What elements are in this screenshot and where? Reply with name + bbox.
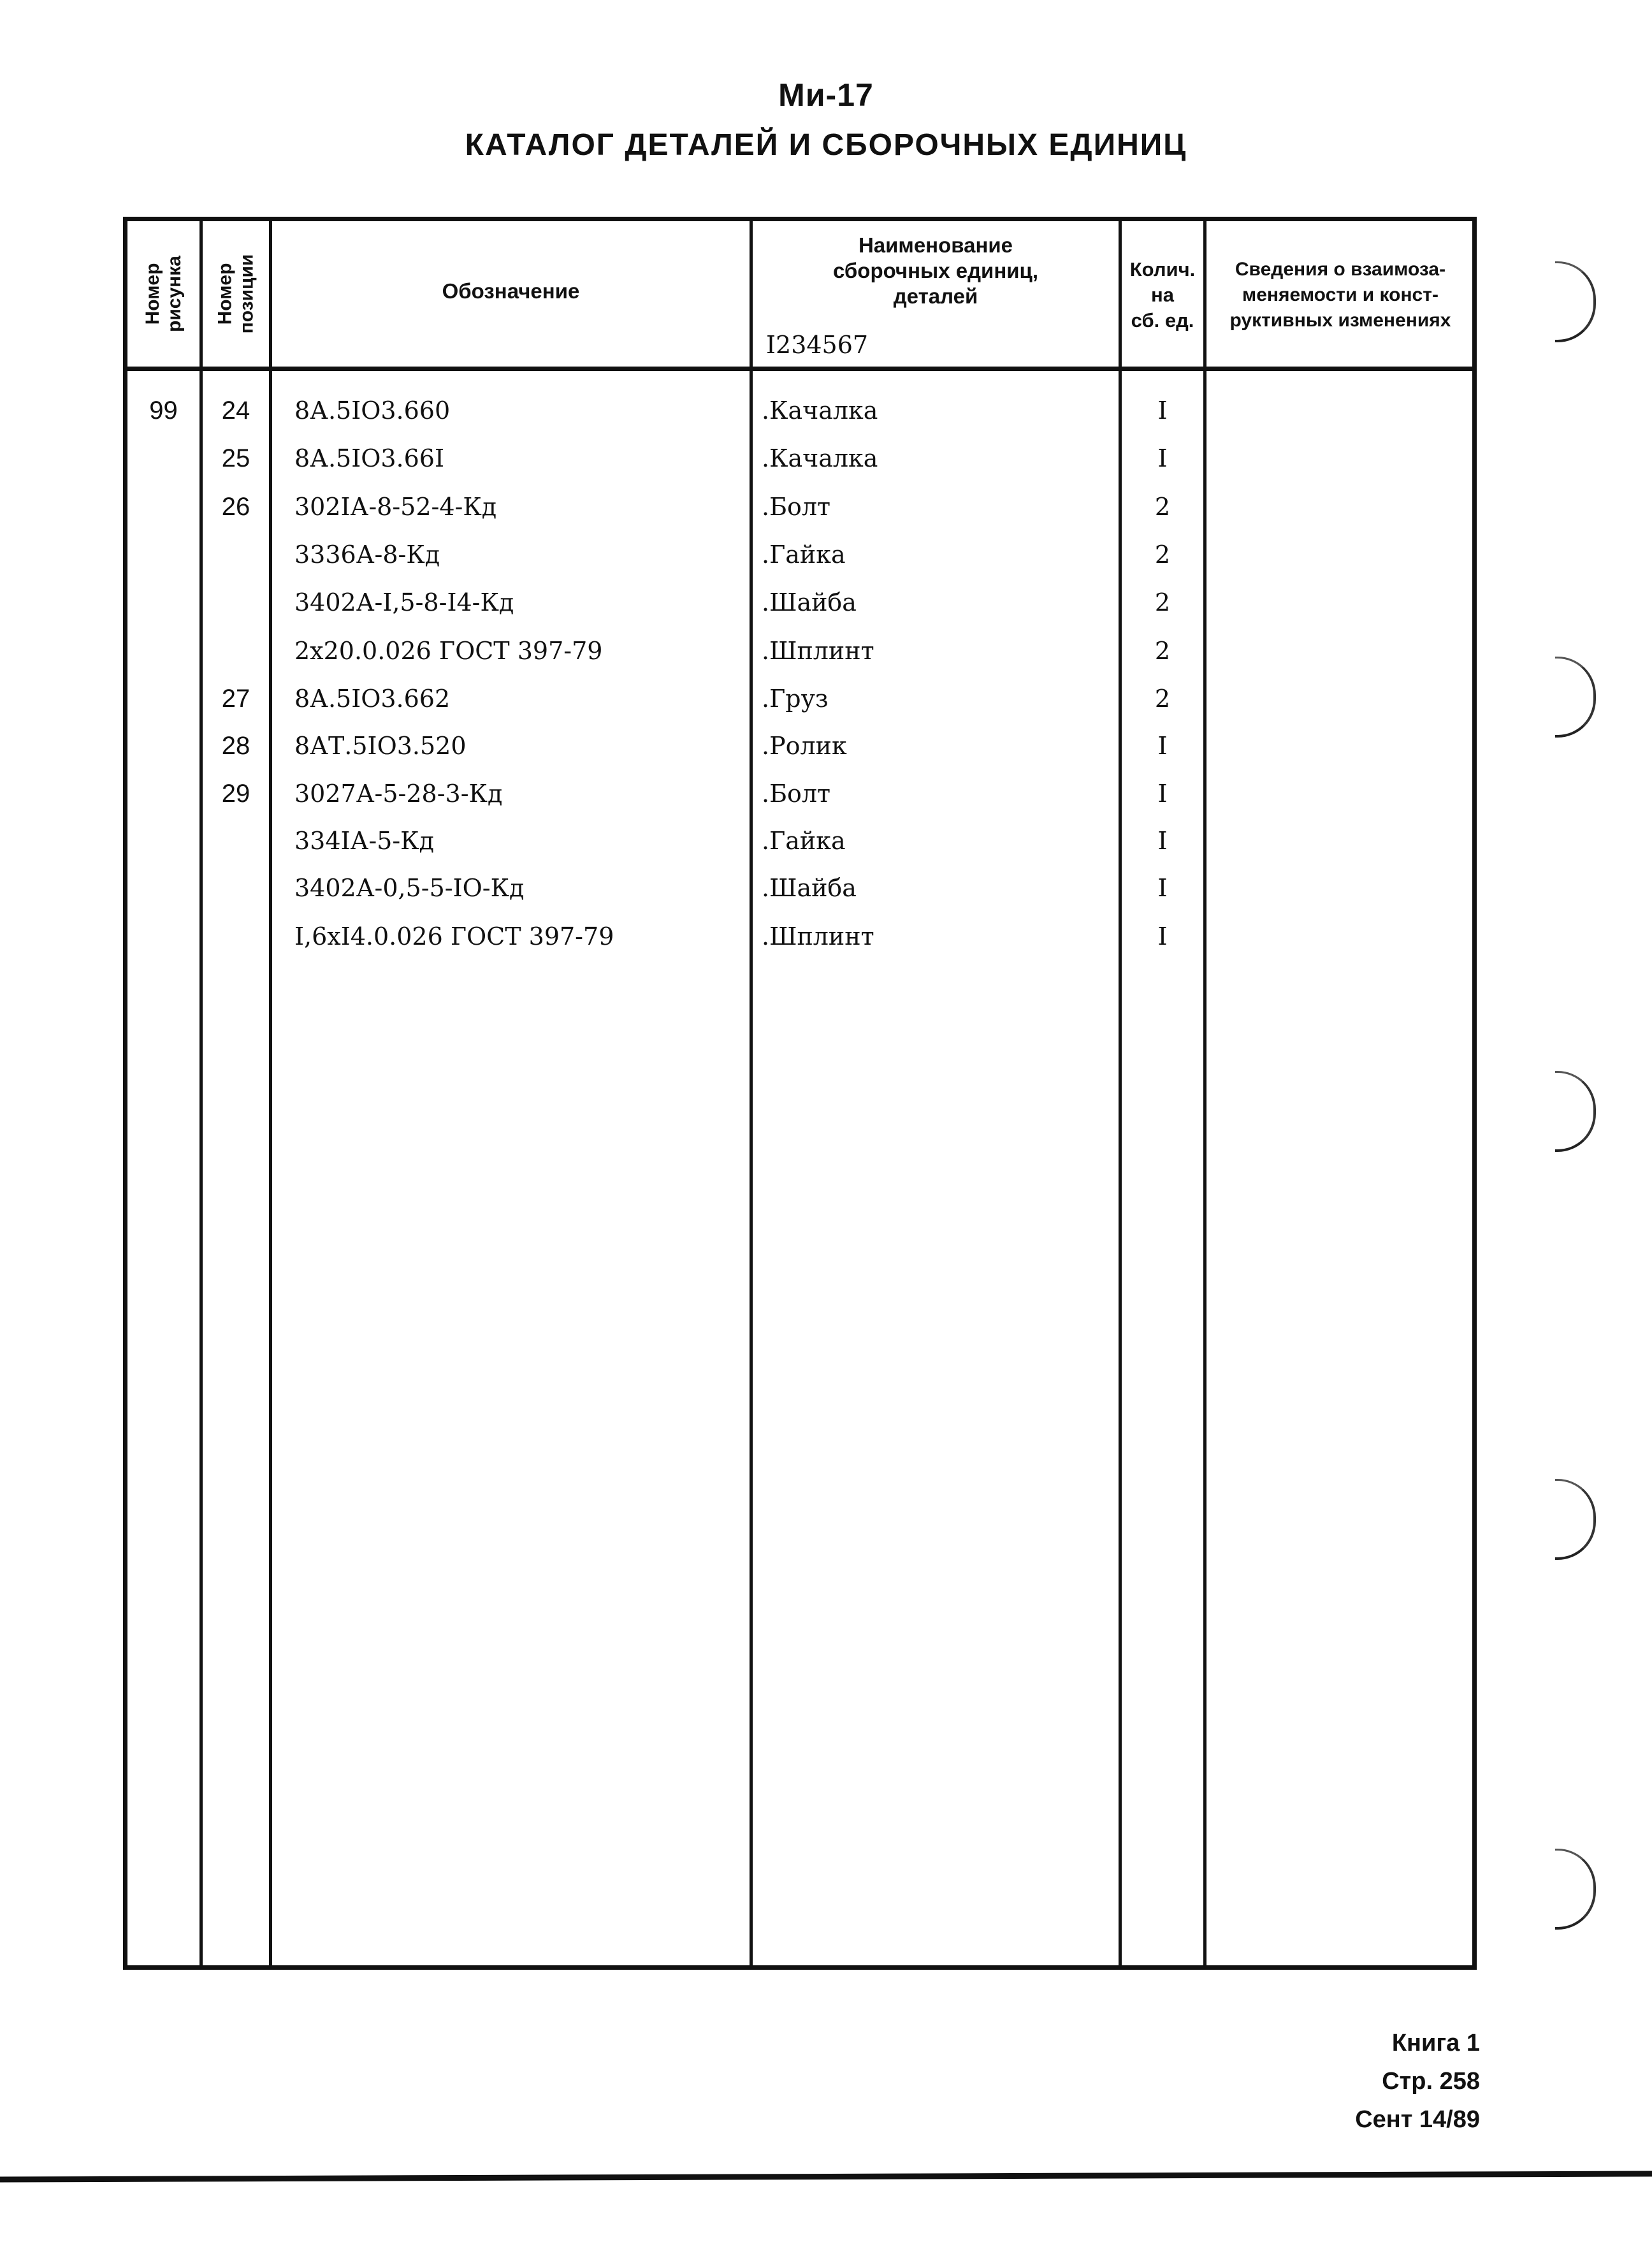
designation: 8А.5IО3.662 [294, 685, 451, 713]
column-divider [269, 221, 272, 1965]
designation: 3336А-8-Кд [294, 541, 440, 569]
column-divider [750, 221, 753, 1965]
part-name: .Ролик [762, 732, 847, 760]
position-number: 25 [221, 444, 250, 472]
footer-page-number: Стр. 258 [1382, 2068, 1480, 2095]
designation: 302IА-8-52-4-Кд [294, 493, 497, 521]
header-divider [127, 367, 1472, 371]
part-name: .Гайка [762, 827, 846, 855]
part-name: .Шплинт [762, 922, 874, 950]
quantity: I [1157, 874, 1168, 902]
header-quantity: Колич. на сб. ед. [1129, 258, 1196, 331]
part-name: .Болт [762, 493, 831, 521]
position-number: 24 [221, 397, 250, 425]
designation: 334IА-5-Кд [294, 827, 434, 855]
footer-book: Книга 1 [1391, 2030, 1480, 2056]
designation: 2х20.0.026 ГОСТ 397-79 [294, 637, 603, 665]
part-name: .Шплинт [762, 637, 874, 665]
quantity: 2 [1154, 541, 1171, 569]
position-number: 29 [221, 780, 250, 808]
quantity: I [1157, 444, 1168, 472]
punch-hole-mark [1555, 261, 1596, 342]
designation: 3027А-5-28-3-Кд [294, 780, 503, 808]
designation: I,6хI4.0.026 ГОСТ 397-79 [294, 922, 614, 950]
part-name: .Шайба [762, 588, 857, 616]
position-number: 27 [221, 685, 250, 713]
punch-hole-mark [1555, 1849, 1596, 1930]
punch-hole-mark [1555, 657, 1596, 738]
part-name: .Груз [762, 685, 829, 713]
quantity: I [1157, 922, 1168, 950]
position-number: 26 [221, 493, 250, 521]
header-name: Наименование сборочных единиц, деталей [832, 233, 1038, 308]
header-position-number: Номер позиции [214, 254, 257, 334]
part-name: .Качалка [762, 397, 878, 425]
part-name: .Шайба [762, 874, 857, 902]
punch-hole-mark [1555, 1479, 1596, 1560]
position-number: 28 [221, 732, 250, 760]
quantity: I [1157, 827, 1168, 855]
document-title: КАТАЛОГ ДЕТАЛЕЙ И СБОРОЧНЫХ ЕДИНИЦ [465, 128, 1187, 162]
quantity: 2 [1154, 685, 1171, 713]
quantity: 2 [1154, 493, 1171, 521]
header-designation: Обозначение [442, 279, 580, 303]
quantity: I [1157, 780, 1168, 808]
column-divider [199, 221, 203, 1965]
part-name: .Болт [762, 780, 831, 808]
bottom-rule [0, 2171, 1652, 2182]
column-divider [1119, 221, 1122, 1965]
footer-date: Сент 14/89 [1355, 2106, 1480, 2133]
designation: 3402А-I,5-8-I4-Кд [294, 588, 514, 616]
designation: 8А.5IО3.660 [294, 397, 451, 425]
quantity: 2 [1154, 588, 1171, 616]
punch-hole-mark [1555, 1071, 1596, 1152]
part-name: .Гайка [762, 541, 846, 569]
header-interchangeability-info: Сведения о взаимоза- меняемости и конст- руктивных изменениях [1229, 259, 1451, 331]
document-model: Ми-17 [778, 77, 874, 113]
designation: 8АТ.5IО3.520 [294, 732, 467, 760]
quantity: I [1157, 732, 1168, 760]
quantity: I [1157, 397, 1168, 425]
figure-number: 99 [149, 397, 178, 425]
designation: 8А.5IО3.66I [294, 444, 444, 472]
column-divider [1203, 221, 1206, 1965]
header-name-code: I234567 [766, 331, 869, 359]
part-name: .Качалка [762, 444, 878, 472]
designation: 3402А-0,5-5-IО-Кд [294, 874, 525, 902]
parts-table [123, 217, 1477, 1970]
quantity: 2 [1154, 637, 1171, 665]
header-figure-number: Номер рисунка [141, 256, 185, 332]
